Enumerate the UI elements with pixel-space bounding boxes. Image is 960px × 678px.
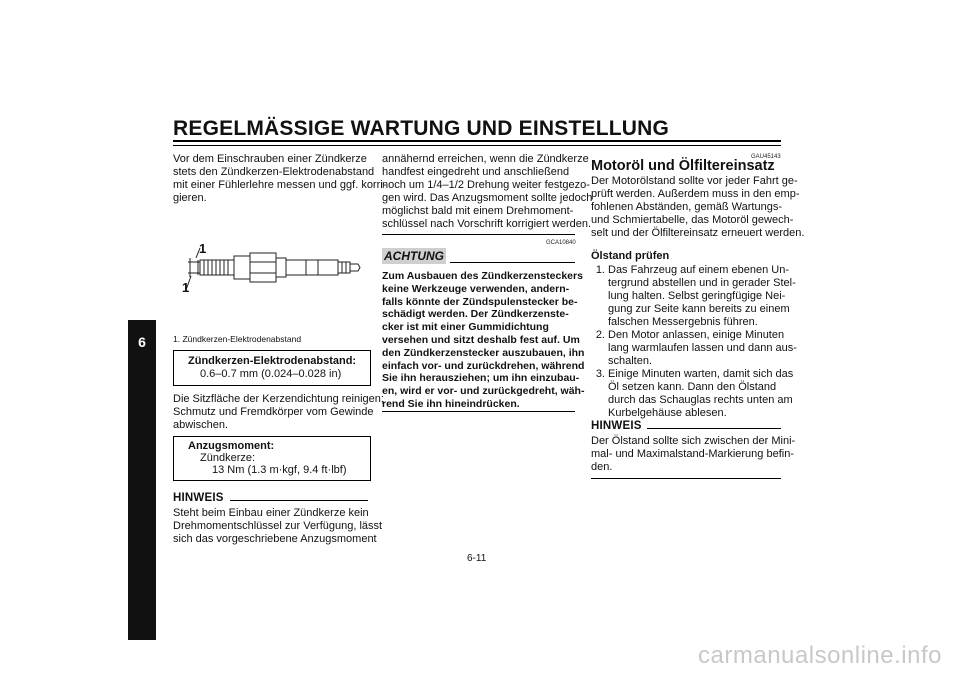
- page-title: REGELMÄSSIGE WARTUNG UND EINSTELLUNG: [173, 117, 670, 140]
- list-item: [591, 264, 796, 329]
- hinweis-rule: [647, 428, 781, 429]
- text-line: Einige Minuten warten, damit sich das: [608, 368, 794, 380]
- torque-spec-box: [173, 436, 371, 481]
- text-line: rend Sie ihn hineindrücken.: [382, 397, 520, 410]
- text-line: handfest eingedreht und anschließend: [382, 166, 570, 178]
- section-heading: Motoröl und Ölfiltereinsatz: [591, 158, 775, 174]
- hinweis-end-rule: [591, 478, 781, 479]
- text-line: selt und der Ölfiltereinsatz erneuert werden.: [591, 227, 805, 239]
- text-line: den.: [591, 461, 613, 473]
- text-line: sich das vorgeschriebene Anzugsmoment: [173, 533, 377, 545]
- hinweis-text: [591, 435, 795, 474]
- text-line: Der Motorölstand sollte vor jeder Fahrt ge-: [591, 175, 798, 187]
- text-line: Schmutz und Fremdkörper vom Gewinde: [173, 406, 374, 418]
- text-line: tergrund abstellen und in gerader Stel-: [608, 277, 796, 289]
- text-line: Steht beim Einbau einer Zündkerze kein: [173, 507, 369, 519]
- reference-code: GCA10840: [546, 240, 576, 246]
- cleaning-paragraph: [173, 393, 384, 432]
- achtung-rule: [450, 262, 575, 263]
- text-line: gung zur Seite kann bereits zu einem: [608, 303, 790, 315]
- list-item: [591, 368, 794, 420]
- title-rule-thin: [173, 145, 781, 146]
- hinweis-text: [173, 507, 382, 546]
- text-line: lang warmlaufen lassen und dann aus-: [608, 342, 797, 354]
- text-line: falls könnte der Zündspulenstecker be-: [382, 295, 578, 308]
- text-line: prüft werden. Außerdem muss in den emp-: [591, 188, 800, 200]
- intro-paragraph: [173, 153, 386, 205]
- spec-sublabel: Zündkerze:: [200, 452, 256, 464]
- title-rule: [173, 140, 781, 142]
- text-line: keine Werkzeuge verwenden, andern-: [382, 282, 570, 295]
- gap-spec-box: [173, 350, 371, 386]
- figure-caption: 1. Zündkerzen-Elektrodenabstand: [173, 334, 302, 344]
- text-line: cker ist mit einer Gummidichtung: [382, 321, 549, 334]
- text-line: gen wird. Das Anzugsmoment sollte jedoch: [382, 192, 593, 204]
- list-number: 1.: [595, 264, 605, 276]
- text-line: mal- und Maximalstand-Markierung befin-: [591, 448, 794, 460]
- torque-paragraph: [382, 153, 592, 231]
- list-number: 2.: [595, 329, 605, 341]
- text-line: Vor dem Einschrauben einer Zündkerze: [173, 153, 367, 165]
- text-line: en, wird er vor- und zurückgedreht, wäh-: [382, 385, 585, 398]
- text-line: annähernd erreichen, wenn die Zündkerze: [382, 153, 589, 165]
- text-line: Die Sitzfläche der Kerzendichtung reinigen;: [173, 393, 384, 405]
- list-item: [591, 329, 797, 368]
- spec-value: 13 Nm (1.3 m·kgf, 9.4 ft·lbf): [212, 464, 347, 476]
- text-line: lung halten. Selbst geringfügige Nei-: [608, 290, 786, 302]
- text-line: Den Motor anlassen, einige Minuten: [608, 329, 785, 341]
- text-line: versehen und sitzt deshalb fest auf. Um: [382, 333, 580, 346]
- text-line: einfach vor- und zurückdrehen, während: [382, 359, 585, 372]
- chapter-tab: [128, 320, 156, 640]
- text-line: noch um 1/4–1/2 Drehung weiter festgezo-: [382, 179, 590, 191]
- text-line: Das Fahrzeug auf einem ebenen Un-: [608, 264, 789, 276]
- figure-callout: 1: [199, 241, 207, 256]
- text-line: gieren.: [173, 192, 207, 204]
- hinweis-rule: [230, 500, 368, 501]
- chapter-number: 6: [138, 334, 146, 350]
- spec-label: Anzugsmoment:: [188, 440, 275, 452]
- spark-plug-illustration: [178, 238, 368, 298]
- achtung-badge: ACHTUNG: [384, 249, 444, 263]
- text-line: durch das Schauglas rechts unten am: [608, 394, 793, 406]
- hinweis-label: HINWEIS: [173, 492, 224, 504]
- steps-list: [591, 264, 797, 420]
- text-line: Öl setzen kann. Dann den Ölstand: [608, 381, 777, 393]
- subheading: Ölstand prüfen: [591, 250, 670, 262]
- text-line: stets den Zündkerzen-Elektrodenabstand: [173, 166, 375, 178]
- spec-value: 0.6–0.7 mm (0.024–0.028 in): [200, 368, 342, 380]
- spec-label: Zündkerzen-Elektrodenabstand:: [188, 355, 357, 367]
- watermark: carmanualsonline.info: [698, 642, 942, 669]
- text-line: Zum Ausbauen des Zündkerzensteckers: [382, 270, 583, 282]
- text-line: Kurbelgehäuse ablesen.: [608, 407, 727, 419]
- text-line: schlüssel nach Vorschrift korrigiert werden.: [382, 218, 592, 230]
- text-line: Drehmomentschlüssel zur Verfügung, lässt: [173, 520, 383, 532]
- text-line: Der Ölstand sollte sich zwischen der Mini-: [591, 435, 796, 447]
- text-line: falschen Messergebnis führen.: [608, 316, 758, 328]
- text-line: möglichst bald mit einem Drehmoment-: [382, 205, 574, 217]
- text-line: mit einer Fühlerlehre messen und ggf. korri-: [173, 179, 387, 191]
- text-line: und Schmiertabelle, das Motoröl gewech-: [591, 214, 794, 226]
- text-line: schädigt werden. Der Zündkerzenste-: [382, 308, 569, 321]
- text-line: den Zündkerzenstecker auszubauen, ihn: [382, 346, 585, 359]
- text-line: fohlenen Abständen, gemäß Wartungs-: [591, 201, 782, 213]
- reference-code: GAU45143: [751, 154, 781, 160]
- text-line: Sie ihn herausziehen; um ihn einzubau-: [382, 372, 580, 385]
- oil-intro-paragraph: [591, 175, 804, 240]
- text-line: schalten.: [608, 355, 653, 367]
- text-line: abwischen.: [173, 419, 229, 431]
- list-number: 3.: [595, 368, 605, 380]
- hinweis-label: HINWEIS: [591, 420, 642, 432]
- page-number: 6-11: [467, 553, 487, 564]
- warning-end-rule: [382, 411, 575, 412]
- figure-callout: 1: [182, 280, 190, 295]
- section-rule: [382, 234, 575, 235]
- warning-text: [382, 270, 584, 411]
